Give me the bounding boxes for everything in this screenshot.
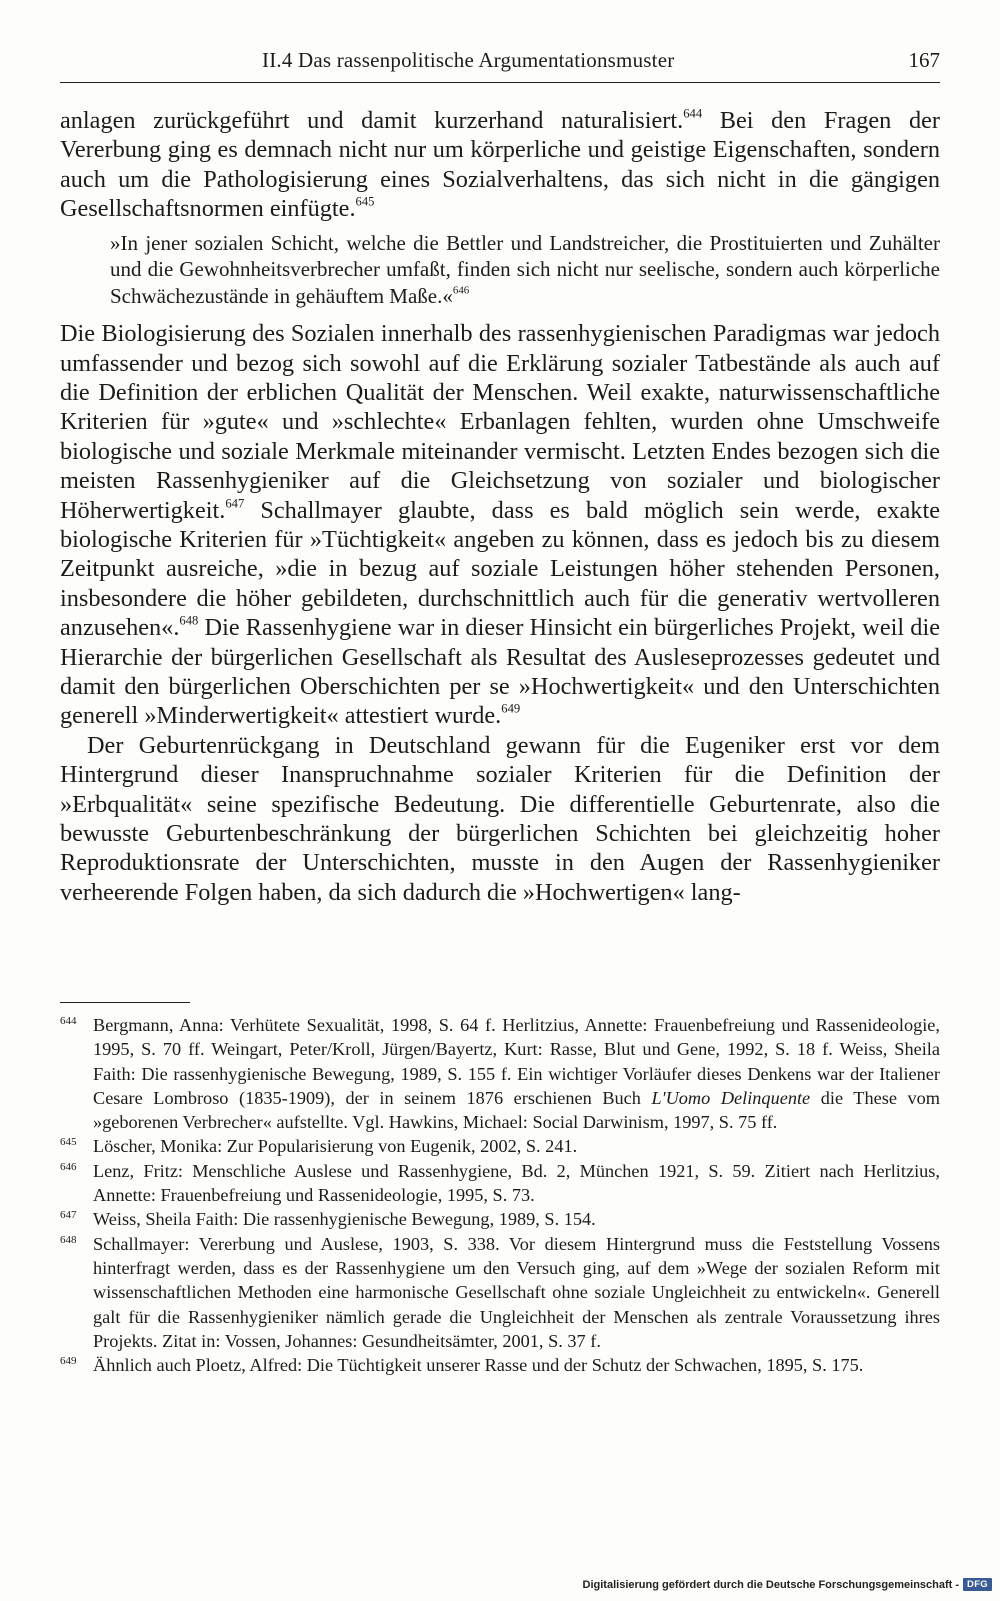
running-head-title: II.4 Das rassenpolitische Argumentationsmuster bbox=[262, 48, 675, 72]
footnote-ref-644[interactable]: 644 bbox=[683, 106, 703, 121]
paragraph-3: Der Geburtenrückgang in Deutschland gewann für die Eugeniker erst vor dem Hintergrund dieser Inanspruchnahme sozialer Kriterien für die Definition der »Erbqualität« seine spezifische Bedeutung. Die differentielle Geburtenrate, also die bewusste Geburtenbeschränkung der bürgerlichen Schichten bei gleichzeitig hoher Reproduktionsrate der Unterschichten, musste in den Augen der Rassenhygieniker verheerende Folgen haben, da sich dadurch die »Hochwertigen« lang- bbox=[60, 731, 940, 906]
footnote-text: Bergmann, Anna: Verhütete Sexualität, 1998, S. 64 f. Herlitzius, Annette: Frauenbefreiung und Rassenideologie, 1995, S. 70 ff. Weingart, Peter/Kroll, Jürgen/Bayertz, Kurt: Rasse, Blut und Gene, 1992, S. 18 f. Weiss, Sheila Faith: Die rassenhygienische Bewegung, 1989, S. 155 f. Ein wichtiger Vorläufer dieses Denkens war der Italiener Cesare Lombroso (1835-1909), der in seinem 1876 erschienen Buch bbox=[93, 1015, 940, 1108]
footnotes bbox=[60, 1013, 940, 1377]
footnote-ref-649[interactable]: 649 bbox=[501, 701, 521, 716]
footnote-text: Schallmayer: Vererbung und Auslese, 1903, S. 338. Vor diesem Hintergrund muss die Feststellung Vossens hinterfragt werden, dass es der Rassenhygiene um den Versuch ging, auf dem »Wege der sozialen Reform mit wissenschaftlichen Methoden eine harmonische Gesellschaft ohne soziale Ungleichheit zu entwickeln«. Generell galt für die Rassenhygieniker nämlich gerade die Ungleichheit der Menschen als zentrale Voraussetzung ihres Projekts. Zitat in: Vossen, Johannes: Gesundheitsämter, 2001, S. 37 f. bbox=[93, 1233, 940, 1351]
footnote-ref-645[interactable]: 645 bbox=[355, 194, 375, 209]
footnote-number: 648 bbox=[60, 1233, 77, 1246]
footnote-number: 649 bbox=[60, 1355, 77, 1368]
footnote-647 bbox=[60, 1207, 940, 1231]
main-text bbox=[60, 106, 940, 907]
paragraph-text: Die Biologisierung des Sozialen innerhalb des rassenhygienischen Paradigmas war jedoch umfassender und bezog sich sowohl auf die Erklärung sozialer Tatbestände als auch auf die Definition der erblichen Qualität der Menschen. Weil exakte, naturwissenschaftliche Kriterien für »gute« und »schlechte« Erbanlagen fehlten, wurden ohne Umschweife biologische und soziale Merkmale miteinander vermischt. Letzten Endes bezogen sich die meisten Rassenhygieniker auf die Gleichsetzung von sozialer und biologischer Höherwertigkeit. bbox=[60, 320, 940, 524]
quote-text: »In jener sozialen Schicht, welche die Bettler und Landstreicher, die Prostituierten und Zuhälter und die Gewohnheitsverbrecher umfaßt, finden sich nicht nur seelische, sondern auch körperliche Schwächezustände in gehäuftem Maße.« bbox=[110, 230, 940, 308]
footnote-text: Ähnlich auch Ploetz, Alfred: Die Tüchtigkeit unserer Rasse und der Schutz der Schwachen, 1895, S. 175. bbox=[93, 1355, 864, 1376]
footnote-649 bbox=[60, 1353, 940, 1377]
digitization-footer bbox=[583, 1576, 992, 1593]
funding-notice: Digitalisierung gefördert durch die Deutsche Forschungsgemeinschaft - bbox=[582, 1578, 960, 1591]
footnote-number: 646 bbox=[60, 1160, 77, 1173]
footnote-645 bbox=[60, 1134, 940, 1158]
footnote-ref-646[interactable]: 646 bbox=[452, 284, 470, 297]
footnote-ref-647[interactable]: 647 bbox=[225, 495, 245, 510]
footnote-646 bbox=[60, 1159, 940, 1208]
paragraph-2 bbox=[60, 319, 940, 731]
footnote-644 bbox=[60, 1013, 940, 1134]
paragraph-1 bbox=[60, 106, 940, 224]
paragraph-text: Die Rassenhygiene war in dieser Hinsicht ein bürgerliches Projekt, weil die Hierarchie der bürgerlichen Gesellschaft als Resultat des Ausleseprozesses gedeutet und damit den bürgerlichen Oberschichten per se »Hochwertigkeit« und den Unterschichten generell »Minderwertigkeit« attestiert wurde. bbox=[60, 614, 940, 730]
footnote-ref-648[interactable]: 648 bbox=[179, 613, 199, 628]
running-head bbox=[60, 48, 940, 83]
footnote-text: Löscher, Monika: Zur Popularisierung von Eugenik, 2002, S. 241. bbox=[93, 1136, 578, 1157]
footnote-number: 647 bbox=[60, 1209, 77, 1222]
footnote-648 bbox=[60, 1232, 940, 1353]
paragraph-text: Bei den Fragen der Vererbung ging es demnach nicht nur um körperliche und geistige Eigenschaften, sondern auch um die Pathologisierung eines Sozialverhaltens, das sich nicht in die gängigen Gesellschaftsnormen einfügte. bbox=[60, 107, 940, 223]
dfg-logo: DFG bbox=[963, 1578, 992, 1591]
paragraph-text: anlagen zurückgeführt und damit kurzerhand naturalisiert. bbox=[60, 107, 684, 134]
footnote-text: Weiss, Sheila Faith: Die rassenhygienische Bewegung, 1989, S. 154. bbox=[93, 1209, 596, 1230]
footnote-number: 644 bbox=[60, 1015, 77, 1027]
footnote-number: 645 bbox=[60, 1136, 77, 1149]
footnote-text: die These vom »geborenen Verbrecher« aufstellte. Vgl. Hawkins, Michael: Social Darwinism, 1997, S. 75 ff. bbox=[93, 1087, 940, 1133]
paragraph-text: Schallmayer glaubte, dass es bald möglich sein werde, exakte biologische Kriterien für »Tüchtigkeit« angeben zu können, dass es jedoch bis zu diesem Zeitpunkt ausreiche, »die in bezug auf soziale Leistungen höher stehenden Personen, insbesondere die höher gebildeten, durchschnittlich auch für die generativ wertvolleren anzusehen«. bbox=[60, 496, 940, 642]
footnote-divider bbox=[60, 1002, 190, 1003]
book-title: L'Uomo Delinquente bbox=[651, 1087, 811, 1108]
page-number: 167 bbox=[908, 48, 940, 72]
footnote-text: Lenz, Fritz: Menschliche Auslese und Rassenhygiene, Bd. 2, München 1921, S. 59. Zitiert nach Herlitzius, Annette: Frauenbefreiung und Rassenideologie, 1995, S. 73. bbox=[93, 1160, 940, 1206]
block-quote bbox=[110, 230, 940, 310]
